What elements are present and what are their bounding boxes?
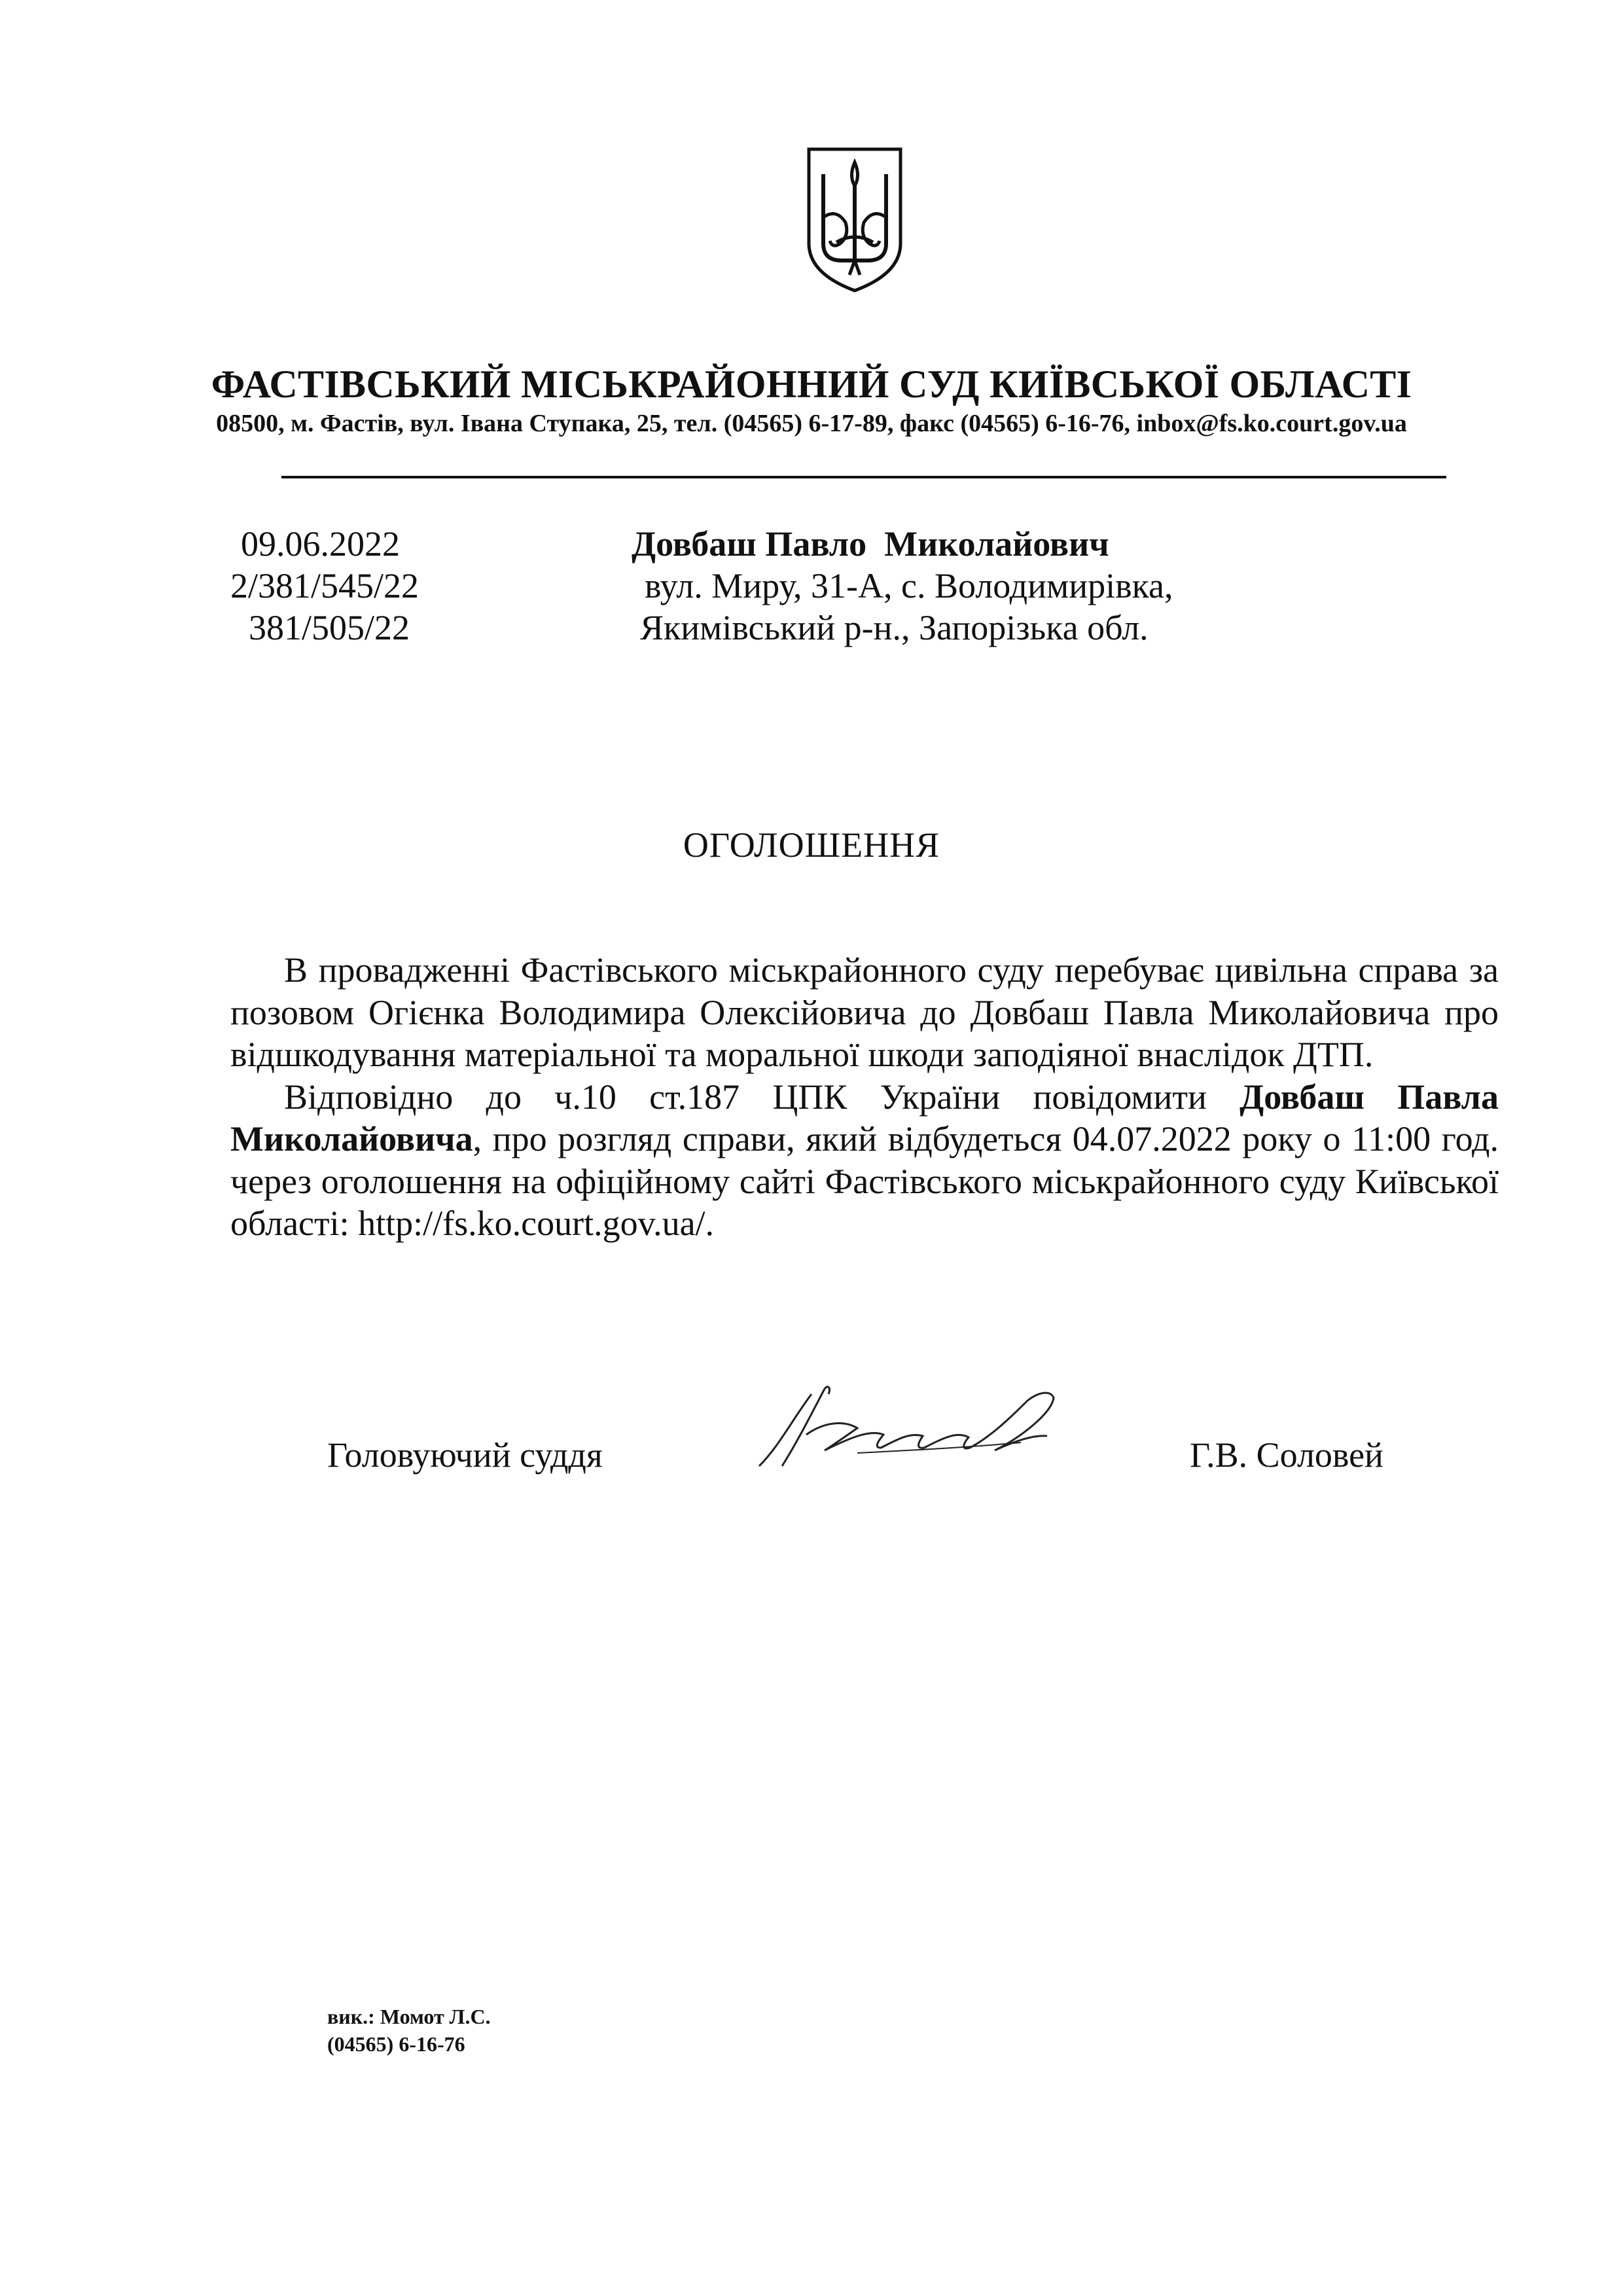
notice-details: , про розгляд справи, який відбудеться 04.07.2022 року о 11:00 год. через оголошення на офіційному сайті Фастівського міськрайонного суду Київської області: http://fs.ko.court.gov.ua/.	[230, 1119, 1499, 1243]
signatory-role: Головуючий суддя	[327, 1435, 603, 1475]
notice-lead: Відповідно до ч.10 ст.187 ЦПК України повідомити	[284, 1077, 1240, 1117]
addressee-street: вул. Миру, 31-А, с. Володимирівка,	[645, 566, 1173, 605]
trident-emblem-icon	[804, 145, 906, 295]
proceeding-number: 381/505/22	[249, 608, 410, 647]
body-text	[230, 949, 1499, 1245]
court-contacts: 08500, м. Фастів, вул. Івана Ступака, 25, тел. (04565) 6-17-89, факс (04565) 6-16-76, inbox@fs.ko.court.gov.ua	[216, 410, 1407, 437]
case-number: 2/381/545/22	[230, 566, 419, 605]
addressee-name: Довбаш Павло Миколайович	[632, 524, 1109, 564]
document-title: ОГОЛОШЕННЯ	[683, 825, 940, 865]
signatory-name: Г.В. Соловей	[1190, 1435, 1383, 1475]
paragraph-case: В провадженні Фастівського міськрайонного суду перебуває цивільна справа за позовом Огієнка Володимира Олексійовича до Довбаш Павла Миколайовича про відшкодування матеріальної та моральної шкоди заподіяної внаслідок ДТП.	[230, 950, 1499, 1074]
court-name: ФАСТІВСЬКИЙ МІСЬКРАЙОННИЙ СУД КИЇВСЬКОЇ ОБЛАСТІ	[211, 363, 1412, 406]
executor-phone: (04565) 6-16-76	[327, 2032, 465, 2056]
addressee-region: Якимівський р-н., Запорізька обл.	[640, 608, 1149, 647]
defendant-name: Довбаш Павла Миколайовича	[230, 1077, 1499, 1158]
paragraph-notice	[230, 1076, 1499, 1245]
handwritten-signature	[746, 1374, 1073, 1479]
outgoing-date: 09.06.2022	[241, 524, 400, 564]
header-divider	[281, 476, 1446, 478]
executor-name: вик.: Момот Л.С.	[327, 2005, 491, 2028]
